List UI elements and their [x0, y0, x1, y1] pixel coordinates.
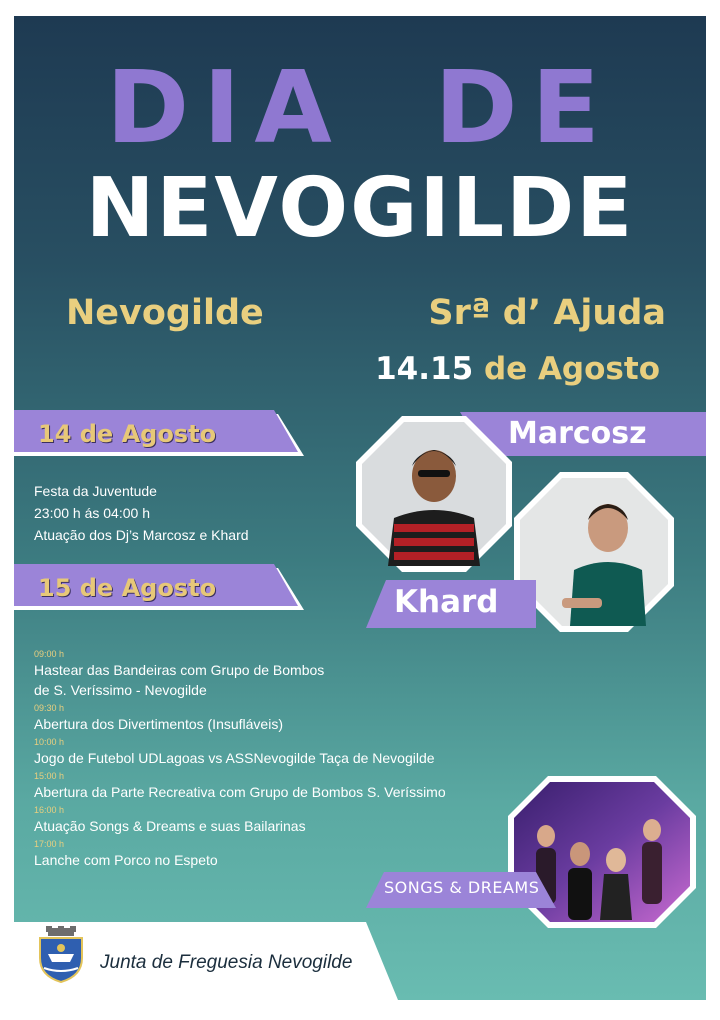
- event-days: 14.15: [375, 351, 474, 387]
- places-subtitle: [66, 293, 666, 333]
- parish-crest-icon: [36, 926, 86, 984]
- day2-schedule: [34, 648, 554, 872]
- schedule-activity: [34, 660, 554, 700]
- poster: [14, 16, 706, 1000]
- day1-line: Atuação dos Dj’s Marcosz e Khard: [34, 527, 249, 543]
- khard-label: Khard: [394, 584, 499, 620]
- schedule-activity: Abertura dos Divertimentos (Insufláveis): [34, 716, 283, 732]
- schedule-item: [34, 804, 554, 836]
- schedule-time: 09:30 h: [34, 703, 65, 713]
- poster-title-line1: DIA DE: [106, 49, 614, 166]
- schedule-time: 17:00 h: [34, 839, 65, 849]
- schedule-item: [34, 648, 554, 700]
- schedule-activity: Abertura da Parte Recreativa com Grupo de Bombos S. Veríssimo: [34, 784, 446, 800]
- marcosz-label: Marcosz: [508, 416, 647, 451]
- schedule-time: 16:00 h: [34, 805, 65, 815]
- day1-line: Festa da Juventude: [34, 483, 157, 499]
- event-dates: [375, 351, 660, 387]
- schedule-time: 15:00 h: [34, 771, 65, 781]
- day2-banner-label: 15 de Agosto: [38, 574, 217, 602]
- schedule-time: 10:00 h: [34, 737, 65, 747]
- schedule-item: [34, 770, 554, 802]
- marcosz-photo: [354, 414, 514, 574]
- schedule-item: [34, 736, 554, 768]
- schedule-activity: Lanche com Porco no Espeto: [34, 852, 218, 868]
- place-nevogilde: Nevogilde: [66, 293, 264, 333]
- day1-details: [34, 480, 249, 546]
- schedule-item: [34, 838, 554, 870]
- songs-dreams-label: SONGS & DREAMS: [384, 878, 540, 897]
- poster-title-line2: NEVOGILDE: [85, 161, 635, 256]
- event-month: de Agosto: [483, 351, 660, 387]
- footer-org-name: Junta de Freguesia Nevogilde: [100, 952, 353, 973]
- day1-banner-label: 14 de Agosto: [38, 420, 217, 448]
- schedule-time: 09:00 h: [34, 649, 65, 659]
- schedule-activity-line: de S. Veríssimo - Nevogilde: [34, 682, 207, 698]
- schedule-item: [34, 702, 554, 734]
- day1-line: 23:00 h ás 04:00 h: [34, 505, 150, 521]
- place-sra-ajuda: Srª d’ Ajuda: [428, 293, 666, 333]
- schedule-activity: Atuação Songs & Dreams e suas Bailarinas: [34, 818, 306, 834]
- khard-photo: [512, 470, 676, 634]
- schedule-activity: Jogo de Futebol UDLagoas vs ASSNevogilde Taça de Nevogilde: [34, 750, 435, 766]
- schedule-activity-line: Hastear das Bandeiras com Grupo de Bombos: [34, 662, 325, 678]
